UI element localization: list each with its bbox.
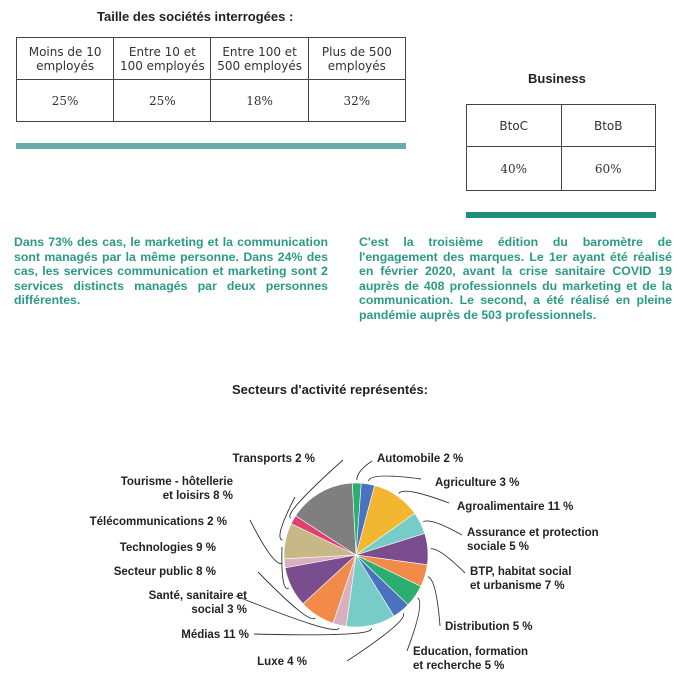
leader-line-5	[428, 577, 440, 626]
header-100-500: Entre 100 et 500 employés	[211, 38, 308, 80]
value-10-100: 25%	[114, 80, 211, 122]
label-education: Education, formation et recherche 5 %	[413, 646, 528, 672]
label-automobile: Automobile 2 %	[377, 453, 464, 465]
value-100-500: 18%	[211, 80, 308, 122]
header-lt10: Moins de 10 employés	[17, 38, 114, 80]
leader-line-4	[431, 549, 465, 573]
label-technologies: Technologies 9 %	[119, 542, 216, 554]
company-size-title: Taille des sociétés interrogées :	[97, 9, 294, 24]
marketing-management-text: Dans 73% des cas, le marketing et la communication sont managés par la même personne. Dans 24% des cas, les services communication et marketing sont 2 services distincts managés par deux personnes différentes.	[14, 235, 328, 308]
leader-line-8	[254, 628, 372, 634]
leader-line-3	[423, 521, 462, 535]
leader-line-1	[369, 476, 421, 481]
label-distribution: Distribution 5 %	[445, 621, 533, 633]
label-telecommunications: Télécommunications 2 %	[89, 516, 227, 528]
leader-line-2	[399, 491, 449, 503]
label-luxe: Luxe 4 %	[257, 656, 307, 668]
header-btoc: BtoC	[467, 105, 562, 147]
label-tourisme: Tourisme - hôtellerie et loisirs 8 %	[120, 476, 233, 502]
value-gt500: 32%	[308, 80, 405, 122]
label-agroalimentaire: Agroalimentaire 11 %	[457, 501, 574, 513]
header-btob: BtoB	[561, 105, 656, 147]
header-gt500: Plus de 500 employés	[308, 38, 405, 80]
label-agriculture: Agriculture 3 %	[435, 477, 520, 489]
barometer-intro-text: C'est la troisième édition du baromètre de l'engagement des marques. Le 1er ayant été réalisé en février 2020, avant la crise sanitaire COVID 19 auprès de 408 professionnels du marketing et de la communication. Le second, a été réalisé en pleine pandémie auprès de 503 professionnels.	[359, 235, 672, 322]
business-title: Business	[528, 71, 586, 86]
label-btp: BTP, habitat social et urbanisme 7 %	[470, 566, 572, 592]
label-sante: Santé, sanitaire et social 3 %	[148, 590, 247, 616]
chart-title: Secteurs d'activité représentés:	[232, 382, 429, 397]
value-btoc: 40%	[467, 147, 562, 191]
leader-line-0	[357, 461, 372, 480]
label-assurance: Assurance et protection sociale 5 %	[467, 527, 599, 553]
leader-line-6	[407, 598, 420, 651]
leader-line-12	[250, 520, 281, 564]
value-lt10: 25%	[17, 80, 114, 122]
label-secteur-public: Secteur public 8 %	[113, 566, 216, 578]
header-10-100: Entre 10 et 100 employés	[114, 38, 211, 80]
label-transports: Transports 2 %	[232, 453, 315, 465]
value-btob: 60%	[561, 147, 656, 191]
label-medias: Médias 11 %	[181, 629, 249, 641]
